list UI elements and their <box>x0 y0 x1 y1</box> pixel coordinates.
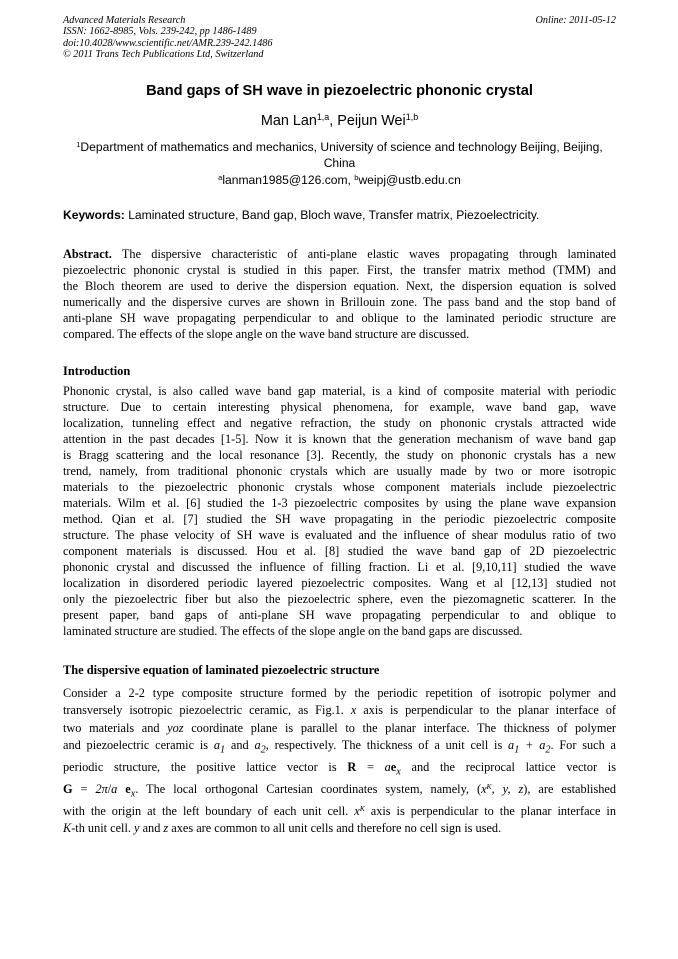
math-G: G <box>63 781 73 796</box>
math-a: a <box>213 738 220 753</box>
math-coords <box>481 782 523 796</box>
text-run: ), are established <box>523 781 616 796</box>
text-run: . The local orthogonal Cartesian coordinates system, namely, ( <box>135 781 482 796</box>
intro-line: materials. Wilm et al. [6] studied the 1-3 piezoelectric composites by using the plane wave expansion <box>63 496 616 510</box>
author-2: Peijun Wei <box>337 113 406 129</box>
text-run: with the origin at the left boundary of each unit cell. <box>63 803 355 818</box>
math-sub: x <box>130 788 136 800</box>
intro-line: is Bragg scattering and the local resonance [3]. Recently, the study on phononic crystals has a new <box>63 448 616 462</box>
issn-line: ISSN: 1662-8985, Vols. 239-242, pp 1486-1489 <box>63 26 257 38</box>
doi-line: doi:10.4028/www.scientific.net/AMR.239-242.1486 <box>63 37 273 49</box>
email-a: lanman1985@126.com, <box>222 173 355 187</box>
intro-line: laminated structure are studied. The effects of the slope angle on the band gaps are discussed. <box>63 624 523 638</box>
intro-line: only the piezoelectric fiber but also the piezoelectric sphere, even the piezomagnetic scatterer. In the <box>63 592 616 606</box>
abstract-line: anti-plane SH wave propagating perpendicular to and oblique to the laminated periodic structure are <box>63 311 616 325</box>
abstract-line: the Bloch theorem are used to derive the dispersion equation. Next, the dispersion equation is solved <box>63 279 616 293</box>
keywords-label: Keywords: <box>63 208 125 222</box>
math-yz: , y, z <box>491 781 524 796</box>
math-a: a <box>508 738 515 753</box>
intro-line: structure. The phase velocity of SH wave is evaluated and the influence of shear modulus ratio of two <box>63 528 616 542</box>
intro-line: attention in the past decades [1-5]. Now it is known that the generation mechanism of wave band gap <box>63 432 616 446</box>
affiliation-line-1: Department of mathematics and mechanics, University of science and technology Beijing, Beijing, <box>80 140 603 154</box>
text-run: . For such a <box>550 738 616 753</box>
text-run: and <box>225 738 255 753</box>
affiliation-mark: 1 <box>76 139 81 149</box>
email-b-mark: b <box>354 172 359 182</box>
section2-line: Consider a 2-2 type composite structure formed by the periodic repetition of isotropic polymer and <box>63 686 616 700</box>
copyright-line: © 2011 Trans Tech Publications Ltd, Switzerland <box>63 49 264 61</box>
math-sup: K <box>486 781 492 791</box>
text-run: , respectively. The thickness of a unit cell is <box>265 738 509 753</box>
abstract-line: piezoelectric phononic crystal is studied in this paper. First, the transfer matrix method (TMM) and <box>63 263 616 277</box>
math-a: a <box>254 738 261 753</box>
math-sup: K <box>359 803 365 813</box>
email-a-mark: a <box>218 172 223 182</box>
online-date: Online: 2011-05-12 <box>535 15 616 26</box>
author-1-mark: 1,a <box>316 112 330 123</box>
text-run: and piezoelectric ceramic is <box>63 738 214 753</box>
author-1: Man Lan <box>260 113 317 129</box>
author-separator: , <box>329 113 338 129</box>
author-line <box>63 113 616 129</box>
text-run: -th unit cell. <box>71 821 135 836</box>
math-a1 <box>213 738 226 756</box>
introduction-heading: Introduction <box>63 364 131 378</box>
paper-title: Band gaps of SH wave in piezoelectric phononic crystal <box>146 83 533 99</box>
text-run: transversely isotropic piezoelectric ceramic, as Fig.1. <box>63 703 351 718</box>
abstract-line: numerically and the dispersive curves are shown in Brillouin zone. The pass band and the stop band of <box>63 295 616 309</box>
keywords <box>63 208 623 222</box>
abstract-label: Abstract. <box>63 247 112 261</box>
text-run: two materials and <box>63 720 168 735</box>
text-run: axis is perpendicular to the planar interface of <box>356 703 616 718</box>
text-run: periodic structure, the positive lattice vector is <box>63 760 348 775</box>
section2-body <box>63 685 616 838</box>
text-run: axes are common to all unit cells and therefore no cell sign is used. <box>168 821 502 836</box>
introduction-body <box>63 383 616 639</box>
math-x: x <box>481 781 487 796</box>
text-run: axis is perpendicular to the planar interface in <box>364 803 616 818</box>
intro-line: phononic crystal and discussed the influence of filling fraction. Li et al. [9,10,11] studied the wave <box>63 560 616 574</box>
intro-line: localization in disordered periodic layered piezoelectric composites. Wang et al [12,13] studied not <box>63 576 616 590</box>
text-run: coordinate plane is parallel to the planar interface. The thickness of polymer <box>183 720 616 735</box>
math-a: a <box>539 738 546 753</box>
math-sub: 1 <box>219 744 226 756</box>
email-b: weipj@ustb.edu.cn <box>358 173 461 187</box>
math-sub: x <box>396 766 401 778</box>
math-sub: 2 <box>260 744 266 756</box>
intro-line: present paper, band gaps of anti-plane SH wave propagating perpendicular to and oblique to <box>63 608 616 622</box>
keywords-text: Laminated structure, Band gap, Bloch wave, Transfer matrix, Piezoelectricity. <box>124 208 540 222</box>
text-run: and the reciprocal lattice vector is <box>400 760 616 775</box>
intro-line: component materials is discussed. Hou et al. [8] studied the wave band gap of 2D piezoelectric <box>63 544 616 558</box>
intro-line: Phononic crystal, is also called wave band gap material, is a kind of composite material with periodic <box>63 384 616 398</box>
math-op: = <box>356 760 385 775</box>
math-y: y <box>134 821 140 836</box>
math-e: e <box>125 781 131 796</box>
journal-name: Advanced Materials Research <box>63 15 186 26</box>
intro-line: trend, namely, from traditional phononic crystals which are usually made by two or more isotropic <box>63 464 616 478</box>
running-header <box>63 15 616 61</box>
math-x: x <box>354 803 360 818</box>
math-e: e <box>390 760 397 775</box>
math-x: x <box>350 703 357 718</box>
abstract-line: compared. The effects of the slope angle on the wave band structure are discussed. <box>63 327 470 341</box>
section2-heading: The dispersive equation of laminated piezoelectric structure <box>63 663 380 677</box>
math-yoz: yoz <box>167 720 184 735</box>
math-sub: 2 <box>545 744 551 756</box>
author-2-mark: 1,b <box>405 112 419 123</box>
math-op: / <box>107 781 112 796</box>
math-2pi: 2π <box>95 781 108 796</box>
intro-line: structure. Due to certain interesting physical phenomena, for example, wave band gap, wave <box>63 400 616 414</box>
math-K: K <box>63 821 72 836</box>
abstract <box>63 246 616 342</box>
affiliation-line-2: China <box>323 156 356 170</box>
math-z: z <box>163 821 169 836</box>
math-a2 <box>254 738 266 756</box>
text-run: and <box>139 821 164 836</box>
intro-line: localization, tunneling effect and negative refraction, the study on phononic crystals attracted wide <box>63 416 616 430</box>
math-a1-plus-a2 <box>508 738 551 756</box>
math-op: = <box>72 781 96 796</box>
abstract-line: The dispersive characteristic of anti-plane elastic waves propagating through laminated <box>111 247 616 261</box>
math-G-vector <box>63 781 136 800</box>
math-a: a <box>384 760 391 775</box>
affiliation <box>63 139 616 171</box>
intro-line: method. Qian et al. [7] studied the SH wave propagating in the periodic piezoelectric composite <box>63 512 616 526</box>
email-line <box>63 173 616 187</box>
math-xK <box>354 804 365 818</box>
math-R-vector <box>347 760 401 778</box>
math-op: + <box>519 738 540 753</box>
math-sub: 1 <box>514 744 520 756</box>
intro-line: materials to the piezoelectric phononic crystals whose component materials include piezoelectric <box>63 480 616 494</box>
math-a: a <box>111 781 118 796</box>
math-R: R <box>347 760 357 775</box>
